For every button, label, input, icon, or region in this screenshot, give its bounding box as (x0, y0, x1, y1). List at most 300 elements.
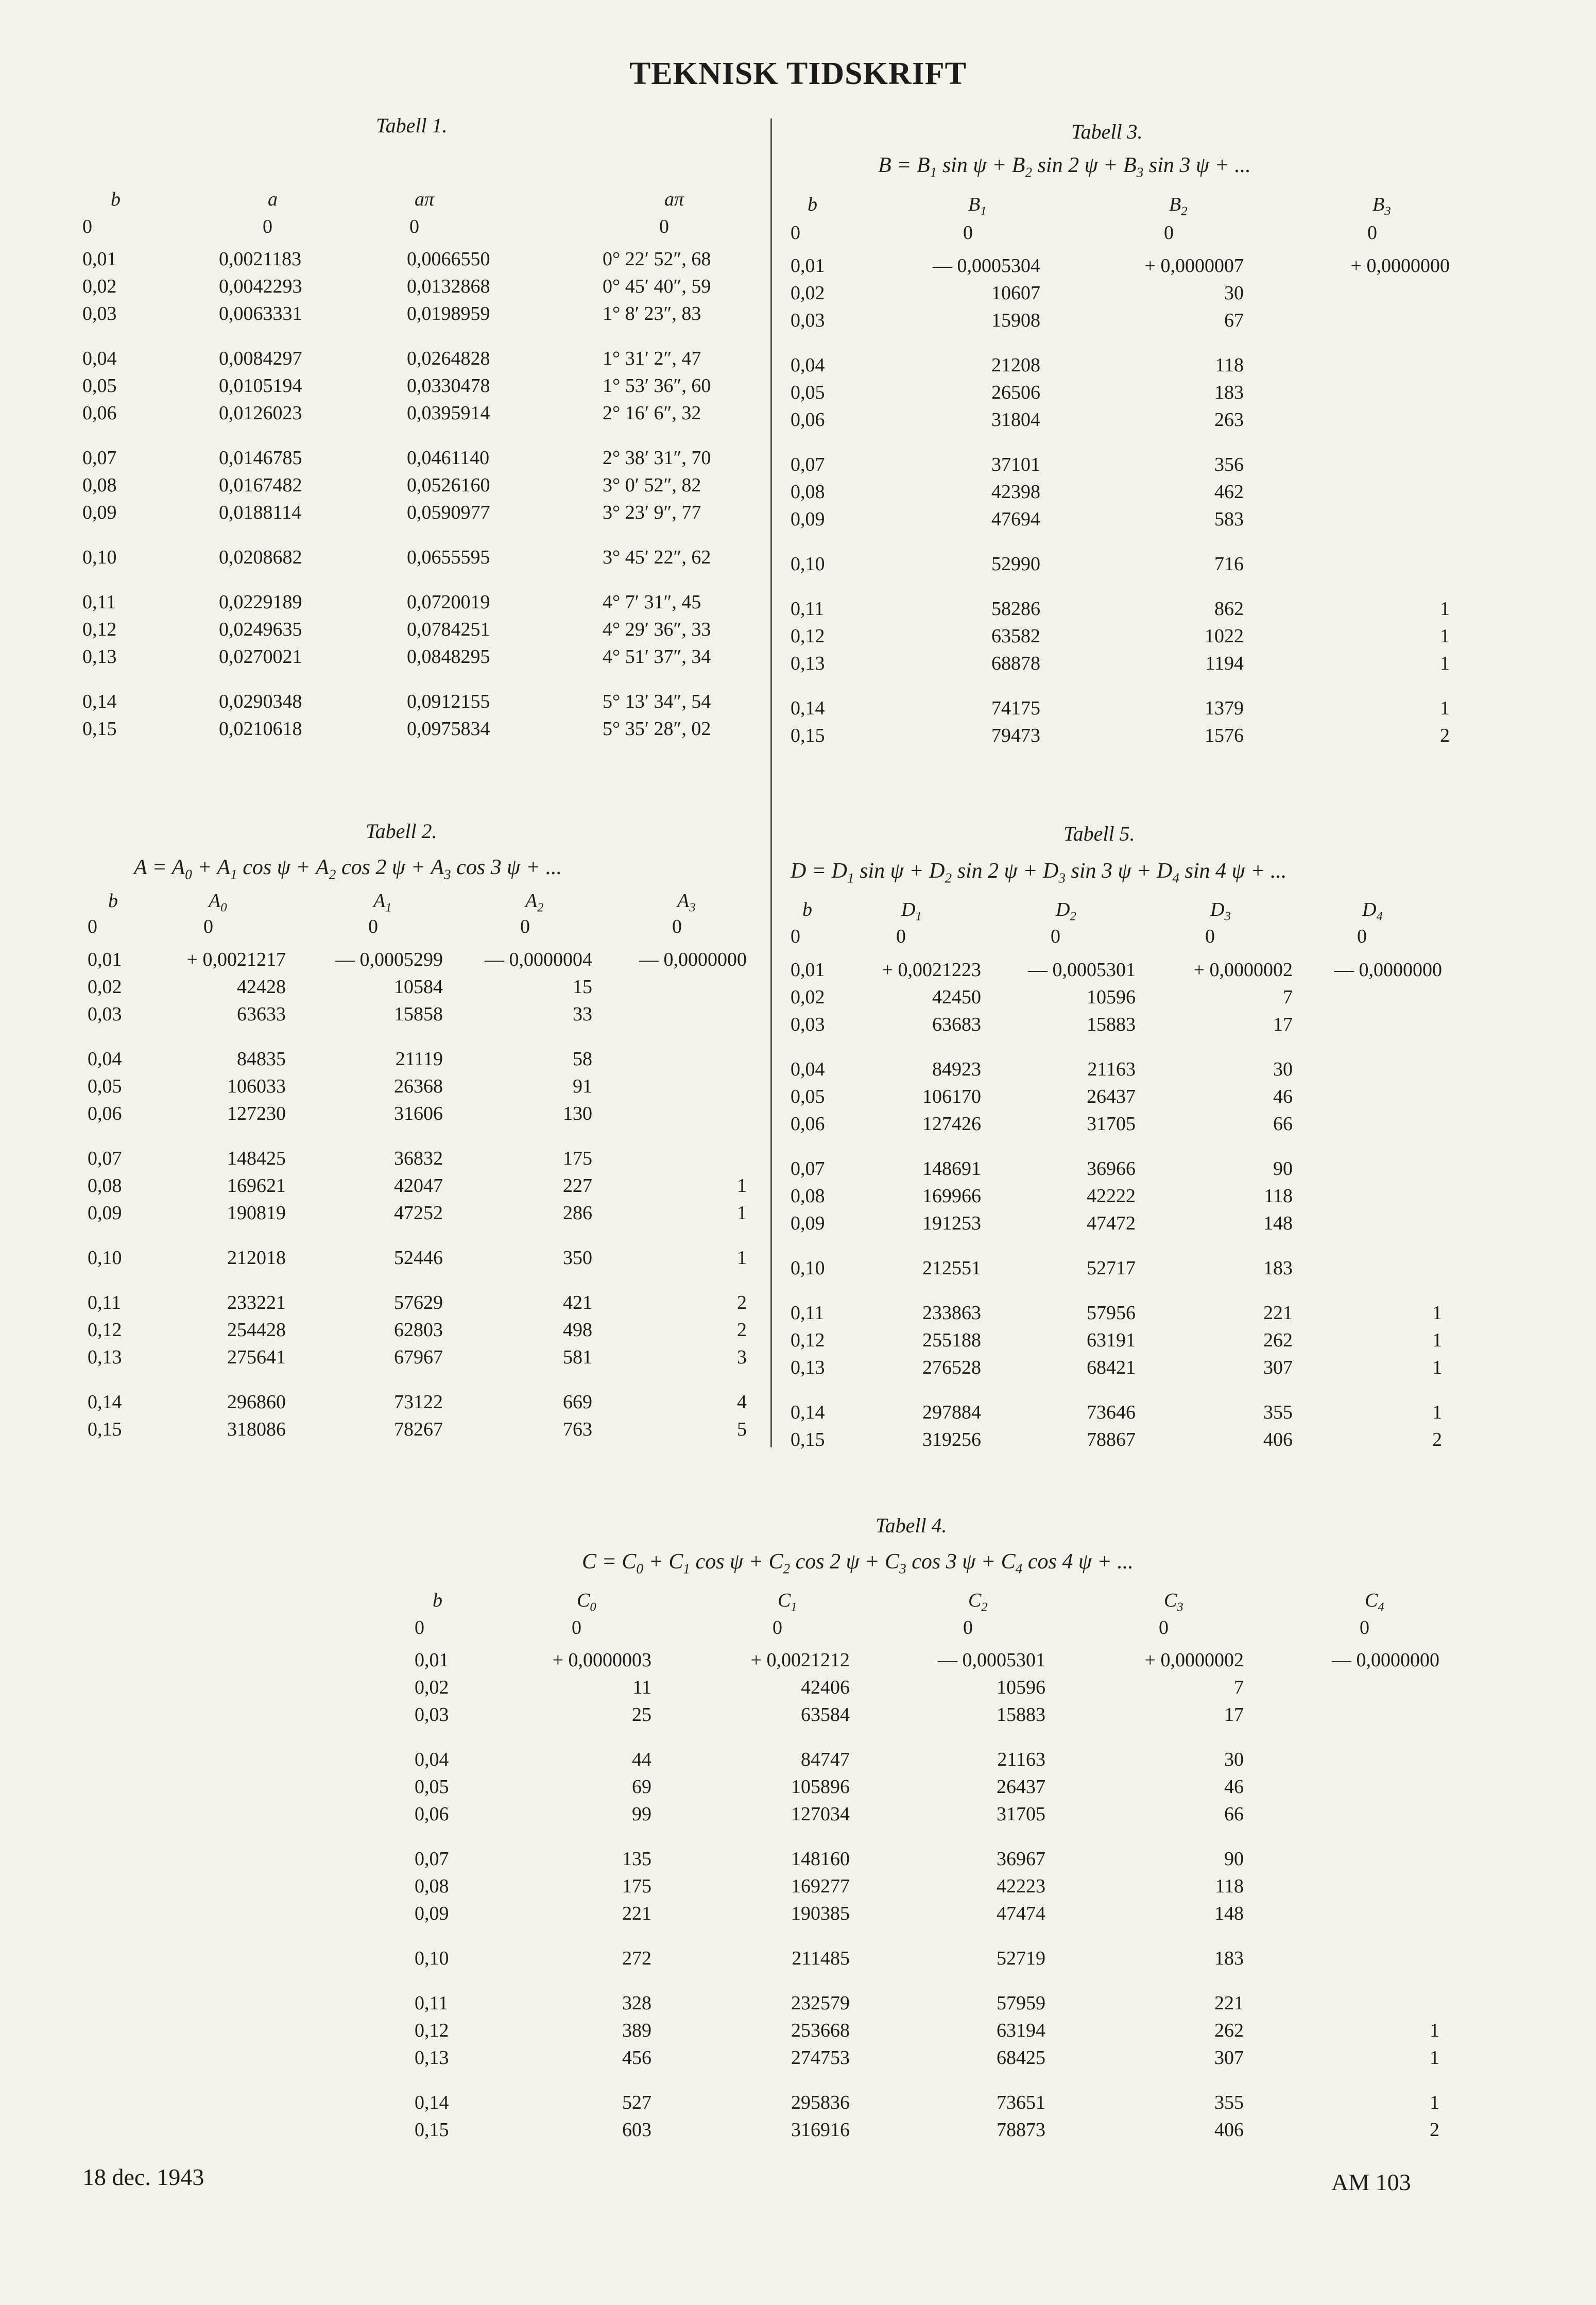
table-cell: 84747 (801, 1749, 850, 1770)
table-formula: $C = C_0 + C_1$ $\cos \psi + C_2$ cos 2 $\psi + C_3$ cos 3 $\psi + C_4$ cos 4 ψ + ... (582, 1550, 1134, 1577)
table-cell: 106170 (922, 1086, 981, 1107)
table-cell: 169966 (922, 1185, 981, 1207)
table-cell: 0,0167482 (219, 474, 302, 496)
table-cell: 0,0526160 (407, 474, 490, 496)
table-cell: 1576 (1205, 725, 1244, 746)
table-cell: 42406 (801, 1677, 850, 1698)
table-cell: 0,0590977 (407, 502, 490, 523)
table-cell: — 0,0005301 (938, 1649, 1045, 1671)
table-cell: 106033 (227, 1075, 286, 1097)
table-cell: 52719 (997, 1948, 1045, 1969)
table-cell: 350 (563, 1247, 592, 1269)
column-header: $D_4$ (1362, 899, 1383, 924)
row-b-value: 0,03 (791, 1014, 825, 1035)
row-b-value: 0,01 (791, 255, 825, 277)
table-cell: 456 (622, 2047, 651, 2069)
table-cell: 356 (1214, 454, 1244, 475)
table-cell: 581 (563, 1346, 592, 1368)
table-cell: 7 (1283, 986, 1293, 1008)
row-b-value: 0,10 (791, 553, 825, 575)
table-cell: 355 (1214, 2092, 1244, 2113)
table-cell: 4 (737, 1391, 747, 1413)
table-cell: 2 (1432, 1429, 1442, 1450)
table-caption: Tabell 2. (366, 819, 437, 843)
column-header: $D_3$ (1210, 899, 1231, 924)
table-cell: 57629 (394, 1292, 443, 1313)
column-divider (770, 118, 772, 1447)
table-cell: 17 (1224, 1704, 1244, 1726)
table-cell: 84923 (932, 1058, 981, 1080)
table-cell: 68425 (997, 2047, 1045, 2069)
row-b-value: 0,11 (791, 598, 825, 620)
table-cell: 0,0084297 (219, 348, 302, 369)
table-cell: 15883 (997, 1704, 1045, 1726)
table-cell: 42450 (932, 986, 981, 1008)
zero-row-cell: 0 (1159, 1617, 1169, 1638)
table-cell: 42428 (237, 976, 286, 998)
row-b-value: 0,04 (791, 1058, 825, 1080)
zero-row-cell: 0 (672, 916, 682, 937)
table-cell: 212551 (922, 1257, 981, 1279)
table-cell: 74175 (991, 697, 1040, 719)
table-cell: 1194 (1205, 653, 1244, 674)
zero-row-cell: 0 (896, 926, 906, 947)
table-cell: + 0,0000000 (1350, 255, 1450, 277)
table-cell: 0,0249635 (219, 619, 302, 640)
footer-date: 18 dec. 1943 (82, 2164, 204, 2190)
table-cell: 0,0126023 (219, 402, 302, 424)
table-caption: Tabell 5. (1063, 822, 1135, 845)
table-cell: 58 (573, 1048, 592, 1070)
row-b-value: 0,08 (791, 481, 825, 503)
table-cell: 62803 (394, 1319, 443, 1341)
zero-row-cell: 0 (791, 222, 800, 244)
zero-row-cell: 0 (1164, 222, 1174, 244)
zero-row-cell: 0 (520, 916, 530, 937)
table-cell: 42398 (991, 481, 1040, 503)
row-b-value: 0,14 (791, 697, 825, 719)
table-cell: 5° 13′ 34″, 54 (603, 691, 711, 712)
table-cell: 1 (1430, 2047, 1439, 2069)
row-b-value: 0,13 (791, 653, 825, 674)
row-b-value: 0,05 (82, 375, 117, 397)
table-cell: 36832 (394, 1148, 443, 1169)
table-cell: 21119 (395, 1048, 443, 1070)
column-header: $A_0$ (209, 890, 227, 915)
table-cell: 67 (1224, 310, 1244, 331)
table-cell: 148691 (922, 1158, 981, 1180)
table-cell: 1379 (1205, 697, 1244, 719)
table-cell: 21163 (1087, 1058, 1136, 1080)
table-cell: 1 (1440, 653, 1450, 674)
row-b-value: 0,14 (82, 691, 117, 712)
table-cell: 190819 (227, 1202, 286, 1224)
column-header: $D_2$ (1056, 899, 1076, 924)
row-b-value: 0,05 (791, 1086, 825, 1107)
row-b-value: 0,15 (88, 1419, 122, 1440)
table-cell: 52990 (991, 553, 1040, 575)
table-cell: 0,0720019 (407, 591, 490, 613)
table-cell: 2 (1430, 2119, 1439, 2141)
table-cell: 52446 (394, 1247, 443, 1269)
column-header: $C_2$ (968, 1590, 988, 1614)
table-cell: 127230 (227, 1103, 286, 1124)
table-cell: 307 (1263, 1357, 1293, 1378)
table-cell: 127426 (922, 1113, 981, 1135)
column-header: $B_3$ (1372, 194, 1391, 218)
zero-row-cell: 0 (82, 216, 92, 237)
row-b-value: 0,13 (791, 1357, 825, 1378)
table-cell: 21208 (991, 354, 1040, 376)
column-header: $B_1$ (968, 194, 987, 218)
table-cell: 0,0461140 (407, 447, 490, 469)
row-b-value: 0,10 (791, 1257, 825, 1279)
table-cell: 0,0132868 (407, 276, 490, 297)
row-b-value: 0,01 (88, 949, 122, 970)
table-cell: 233221 (227, 1292, 286, 1313)
table-cell: 262 (1263, 1329, 1293, 1351)
row-b-value: 0,14 (88, 1391, 122, 1413)
table-cell: 254428 (227, 1319, 286, 1341)
table-cell: 183 (1263, 1257, 1293, 1279)
column-header: aπ (415, 189, 435, 210)
table-cell: 17 (1273, 1014, 1293, 1035)
row-b-value: 0,15 (791, 725, 825, 746)
row-b-value: 0,09 (791, 1213, 825, 1234)
table-cell: 66 (1224, 1803, 1244, 1825)
table-cell: 0,0912155 (407, 691, 490, 712)
table-cell: 272 (622, 1948, 651, 1969)
row-b-value: 0,11 (88, 1292, 122, 1313)
table-cell: 47474 (997, 1903, 1045, 1924)
row-b-value: 0,13 (82, 646, 117, 668)
table-cell: + 0,0000002 (1193, 959, 1293, 981)
zero-row-cell: 0 (1367, 222, 1377, 244)
table-cell: 1 (1440, 697, 1450, 719)
row-b-value: 0,01 (82, 248, 117, 270)
table-cell: 3° 23′ 9″, 77 (603, 502, 701, 523)
row-b-value: 0,02 (791, 986, 825, 1008)
zero-row-cell: 0 (963, 222, 973, 244)
row-b-value: 0,06 (88, 1103, 122, 1124)
table-cell: 191253 (922, 1213, 981, 1234)
table-cell: 26368 (394, 1075, 443, 1097)
row-b-value: 0,09 (791, 508, 825, 530)
table-cell: 42223 (997, 1875, 1045, 1897)
table-cell: 1 (1432, 1302, 1442, 1324)
table-cell: 15 (573, 976, 592, 998)
column-header: $C_1$ (778, 1590, 797, 1614)
table-cell: 73122 (394, 1391, 443, 1413)
zero-row-cell: 0 (415, 1617, 424, 1638)
zero-row-cell: 0 (203, 916, 213, 937)
table-cell: 603 (622, 2119, 651, 2141)
row-b-value: 0,12 (88, 1319, 122, 1341)
table-cell: 10596 (1087, 986, 1136, 1008)
table-cell: 319256 (922, 1429, 981, 1450)
masthead: TEKNISK TIDSKRIFT (629, 56, 967, 91)
table-cell: 0,0229189 (219, 591, 302, 613)
table-cell: 47252 (394, 1202, 443, 1224)
row-b-value: 0,03 (82, 303, 117, 325)
table-caption: Tabell 4. (876, 1514, 947, 1537)
table-cell: 90 (1224, 1848, 1244, 1870)
table-cell: 1 (1432, 1402, 1442, 1423)
column-header: $A_2$ (525, 890, 544, 915)
table-cell: 307 (1214, 2047, 1244, 2069)
table-cell: 0,0066550 (407, 248, 490, 270)
table-cell: 30 (1224, 282, 1244, 304)
table-cell: 135 (622, 1848, 651, 1870)
table-cell: 4° 51′ 37″, 34 (603, 646, 711, 668)
row-b-value: 0,01 (791, 959, 825, 981)
table-cell: 127034 (791, 1803, 850, 1825)
table-cell: 175 (563, 1148, 592, 1169)
table-cell: 118 (1264, 1185, 1293, 1207)
table-cell: 0,0063331 (219, 303, 302, 325)
row-b-value: 0,07 (415, 1848, 449, 1870)
table-cell: 1 (737, 1202, 747, 1224)
table-cell: 2 (737, 1292, 747, 1313)
table-cell: 0,0198959 (407, 303, 490, 325)
table-cell: — 0,0000000 (639, 949, 747, 970)
row-b-value: 0,05 (415, 1776, 449, 1798)
zero-row-cell: 0 (368, 916, 378, 937)
row-b-value: 0,09 (82, 502, 117, 523)
table-cell: 169277 (791, 1875, 850, 1897)
table-cell: 255188 (922, 1329, 981, 1351)
table-cell: 148 (1214, 1903, 1244, 1924)
table-cell: 52717 (1087, 1257, 1136, 1279)
table-cell: 130 (563, 1103, 592, 1124)
table-cell: 297884 (922, 1402, 981, 1423)
row-b-value: 0,04 (415, 1749, 449, 1770)
table-cell: 2 (737, 1319, 747, 1341)
table-cell: 73651 (997, 2092, 1045, 2113)
row-b-value: 0,10 (88, 1247, 122, 1269)
table-cell: 527 (622, 2092, 651, 2113)
table-cell: 175 (622, 1875, 651, 1897)
table-cell: 318086 (227, 1419, 286, 1440)
row-b-value: 0,04 (88, 1048, 122, 1070)
row-b-value: 0,07 (82, 447, 117, 469)
table-cell: 63683 (932, 1014, 981, 1035)
table-cell: 0° 45′ 40″, 59 (603, 276, 711, 297)
table-cell: + 0,0000003 (552, 1649, 651, 1671)
table-cell: 286 (563, 1202, 592, 1224)
table-cell: 10584 (394, 976, 443, 998)
footer-page-number: AM 103 (1331, 2169, 1411, 2195)
column-header: b (108, 890, 118, 912)
table-cell: 211485 (792, 1948, 850, 1969)
table-cell: 1 (737, 1175, 747, 1197)
row-b-value: 0,08 (88, 1175, 122, 1197)
table-cell: 328 (622, 1992, 651, 2014)
table-cell: 0,0270021 (219, 646, 302, 668)
table-cell: 37101 (991, 454, 1040, 475)
table-cell: 0,0975834 (407, 718, 490, 740)
table-cell: 30 (1224, 1749, 1244, 1770)
row-b-value: 0,05 (791, 382, 825, 403)
table-cell: 42222 (1087, 1185, 1136, 1207)
table-cell: 1 (1432, 1357, 1442, 1378)
table-cell: 31804 (991, 409, 1040, 431)
row-b-value: 0,10 (415, 1948, 449, 1969)
table-cell: 10596 (997, 1677, 1045, 1698)
table-cell: 91 (573, 1075, 592, 1097)
row-b-value: 0,11 (791, 1302, 825, 1324)
column-header: $B_2$ (1169, 194, 1188, 218)
table-cell: 47472 (1087, 1213, 1136, 1234)
zero-row-cell: 0 (773, 1617, 782, 1638)
table-cell: 47694 (991, 508, 1040, 530)
table-cell: 406 (1214, 2119, 1244, 2141)
table-cell: 406 (1263, 1429, 1293, 1450)
row-b-value: 0,02 (791, 282, 825, 304)
row-b-value: 0,11 (415, 1992, 449, 2014)
zero-row-cell: 0 (409, 216, 419, 237)
table-cell: 84835 (237, 1048, 286, 1070)
table-caption: Tabell 1. (376, 114, 448, 137)
table-cell: 63191 (1087, 1329, 1136, 1351)
column-header: b (802, 899, 812, 920)
row-b-value: 0,06 (82, 402, 117, 424)
table-cell: 275641 (227, 1346, 286, 1368)
table-cell: 148 (1263, 1213, 1293, 1234)
table-cell: 2° 38′ 31″, 70 (603, 447, 711, 469)
column-header: $C_0$ (577, 1590, 596, 1614)
row-b-value: 0,03 (415, 1704, 449, 1726)
table-cell: — 0,0005304 (933, 255, 1040, 277)
row-b-value: 0,15 (791, 1429, 825, 1450)
row-b-value: 0,12 (791, 1329, 825, 1351)
row-b-value: 0,08 (82, 474, 117, 496)
row-b-value: 0,11 (82, 591, 116, 613)
table-cell: 0,0655595 (407, 547, 490, 568)
table-cell: 669 (563, 1391, 592, 1413)
row-b-value: 0,02 (415, 1677, 449, 1698)
table-cell: 190385 (791, 1903, 850, 1924)
table-caption: Tabell 3. (1071, 120, 1143, 143)
table-cell: 69 (632, 1776, 651, 1798)
table-cell: 46 (1273, 1086, 1293, 1107)
row-b-value: 0,06 (791, 409, 825, 431)
zero-row-cell: 0 (1360, 1617, 1369, 1638)
row-b-value: 0,08 (415, 1875, 449, 1897)
zero-row-cell: 0 (1357, 926, 1367, 947)
row-b-value: 0,03 (791, 310, 825, 331)
row-b-value: 0,03 (88, 1003, 122, 1025)
table-cell: 26506 (991, 382, 1040, 403)
table-cell: 63194 (997, 2020, 1045, 2041)
zero-row-cell: 0 (572, 1617, 581, 1638)
table-cell: 389 (622, 2020, 651, 2041)
zero-row-cell: 0 (88, 916, 97, 937)
table-cell: 1° 53′ 36″, 60 (603, 375, 711, 397)
table-cell: 90 (1273, 1158, 1293, 1180)
table-cell: 2° 16′ 6″, 32 (603, 402, 701, 424)
row-b-value: 0,02 (88, 976, 122, 998)
table-cell: 78867 (1087, 1429, 1136, 1450)
table-cell: 253668 (791, 2020, 850, 2041)
row-b-value: 0,05 (88, 1075, 122, 1097)
table-cell: 73646 (1087, 1402, 1136, 1423)
row-b-value: 0,07 (791, 454, 825, 475)
table-cell: 68878 (991, 653, 1040, 674)
table-cell: 183 (1214, 1948, 1244, 1969)
table-cell: 3° 0′ 52″, 82 (603, 474, 701, 496)
table-cell: 46 (1224, 1776, 1244, 1798)
row-b-value: 0,12 (82, 619, 117, 640)
table-cell: 1 (1440, 598, 1450, 620)
row-b-value: 0,04 (791, 354, 825, 376)
table-cell: 15883 (1087, 1014, 1136, 1035)
table-cell: 26437 (1087, 1086, 1136, 1107)
table-cell: 148160 (791, 1848, 850, 1870)
table-cell: 63584 (801, 1704, 850, 1726)
table-cell: 462 (1214, 481, 1244, 503)
table-cell: 0,0290348 (219, 691, 302, 712)
row-b-value: 0,12 (791, 625, 825, 647)
table-cell: 4° 7′ 31″, 45 (603, 591, 701, 613)
row-b-value: 0,14 (415, 2092, 449, 2113)
table-cell: 31606 (394, 1103, 443, 1124)
table-cell: 221 (1263, 1302, 1293, 1324)
row-b-value: 0,12 (415, 2020, 449, 2041)
column-header: b (433, 1590, 442, 1611)
table-cell: 0,0042293 (219, 276, 302, 297)
table-cell: 169621 (227, 1175, 286, 1197)
row-b-value: 0,09 (415, 1903, 449, 1924)
column-header: a (268, 189, 278, 210)
table-cell: 1 (1430, 2020, 1439, 2041)
zero-row-cell: 0 (791, 926, 800, 947)
row-b-value: 0,01 (415, 1649, 449, 1671)
table-cell: — 0,0000000 (1332, 1649, 1439, 1671)
table-cell: 4° 29′ 36″, 33 (603, 619, 711, 640)
table-cell: 355 (1263, 1402, 1293, 1423)
table-cell: 1022 (1205, 625, 1244, 647)
table-cell: 0,0330478 (407, 375, 490, 397)
table-cell: 5 (737, 1419, 747, 1440)
table-cell: 0,0784251 (407, 619, 490, 640)
table-cell: 2 (1440, 725, 1450, 746)
row-b-value: 0,13 (415, 2047, 449, 2069)
table-cell: 26437 (997, 1776, 1045, 1798)
column-header: $A_3$ (677, 890, 696, 915)
row-b-value: 0,06 (415, 1803, 449, 1825)
row-b-value: 0,09 (88, 1202, 122, 1224)
table-cell: — 0,0000004 (485, 949, 592, 970)
zero-row-cell: 0 (1051, 926, 1060, 947)
table-cell: 10607 (991, 282, 1040, 304)
table-cell: 67967 (394, 1346, 443, 1368)
table-cell: 25 (632, 1704, 651, 1726)
table-cell: 0,0146785 (219, 447, 302, 469)
table-cell: 99 (632, 1803, 651, 1825)
row-b-value: 0,10 (82, 547, 117, 568)
table-cell: + 0,0021212 (750, 1649, 850, 1671)
column-header: $D_1$ (901, 899, 922, 924)
table-cell: 31705 (1087, 1113, 1136, 1135)
table-cell: 421 (563, 1292, 592, 1313)
table-cell: 3 (737, 1346, 747, 1368)
column-header: aπ (664, 189, 684, 210)
table-cell: 183 (1214, 382, 1244, 403)
zero-row-cell: 0 (1205, 926, 1215, 947)
table-cell: 221 (1214, 1992, 1244, 2014)
table-cell: — 0,0000000 (1334, 959, 1442, 981)
